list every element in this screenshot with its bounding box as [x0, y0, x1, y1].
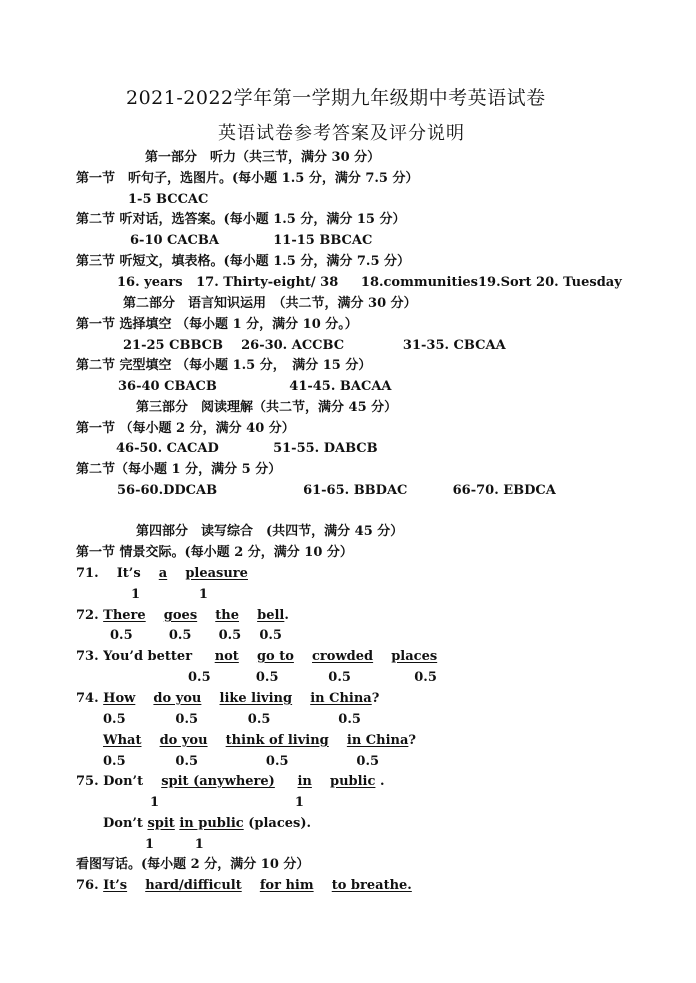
answer-text: 第二节 完型填空 （每小题 1.5 分， 满分 15 分）	[76, 358, 372, 373]
underlined-answer: do you	[153, 691, 202, 706]
answer-line	[76, 462, 281, 478]
answer-line	[118, 379, 392, 395]
answer-text: ?	[371, 691, 380, 706]
answer-line	[76, 649, 437, 665]
answer-line	[76, 421, 295, 437]
answer-text: 56-60.DDCAB 61-65. BBDAC 66-70. EBDCA	[117, 483, 556, 498]
answer-text: 第二部分 语言知识运用 （共二节，满分 30 分）	[123, 296, 417, 311]
answer-text: Don’t	[103, 816, 148, 831]
answer-line	[76, 857, 309, 873]
answer-line	[76, 878, 412, 894]
answer-text: 36-40 CBACB 41-45. BACAA	[118, 379, 392, 394]
answer-text: 第一部分 听力（共三节，满分 30 分）	[145, 150, 381, 165]
answer-text: 75. Don’t	[76, 774, 162, 789]
underlined-answer: bell	[257, 608, 285, 623]
underlined-answer: like living	[219, 691, 293, 706]
answer-text: 第一节 听句子，选图片。(每小题 1.5 分，满分 7.5 分）	[76, 171, 419, 186]
answer-line	[76, 566, 248, 582]
underlined-answer: places	[391, 649, 438, 664]
underlined-answer: There	[103, 608, 146, 623]
answer-text: (places).	[243, 816, 311, 831]
underlined-answer: spit	[147, 816, 175, 831]
answer-line	[76, 608, 289, 624]
answer-text	[373, 649, 391, 664]
answer-text	[239, 608, 257, 623]
answer-text	[314, 878, 332, 893]
answer-text: 72.	[76, 608, 104, 623]
answer-line	[117, 483, 556, 499]
answer-text	[141, 733, 159, 748]
answer-text: 第三部分 阅读理解（共二节，满分 45 分）	[136, 400, 398, 415]
answer-text: 0.5 0.5 0.5 0.5	[110, 628, 282, 643]
answer-line	[76, 171, 419, 187]
answer-line	[128, 192, 208, 208]
underlined-answer: public	[329, 774, 376, 789]
answer-line	[76, 212, 406, 228]
answer-line	[117, 275, 622, 291]
answer-line	[76, 774, 384, 790]
answer-text: 6-10 CACBA 11-15 BBCAC	[130, 233, 373, 248]
answer-text	[329, 733, 347, 748]
answer-text: 第一节 （每小题 2 分，满分 40 分）	[76, 421, 295, 436]
answer-text	[275, 774, 298, 789]
answer-text	[127, 878, 145, 893]
underlined-answer: do you	[159, 733, 208, 748]
answer-text	[208, 733, 226, 748]
answer-text	[294, 649, 312, 664]
underlined-answer: not	[214, 649, 239, 664]
underlined-answer: pleasure	[185, 566, 248, 581]
answer-line	[76, 317, 358, 333]
underlined-answer: think of living	[225, 733, 329, 748]
underlined-answer: How	[103, 691, 136, 706]
answer-line	[116, 441, 378, 457]
underlined-answer: for him	[259, 878, 314, 893]
answer-text: 21-25 CBBCB 26-30. ACCBC 31-35. CBCAA	[123, 338, 506, 353]
answer-line	[76, 254, 410, 270]
underlined-answer: goes	[163, 608, 198, 623]
answer-text: .	[375, 774, 385, 789]
answer-text	[146, 608, 164, 623]
answer-line	[136, 524, 403, 540]
answer-text: 看图写话。(每小题 2 分，满分 10 分）	[76, 857, 310, 872]
answer-text: 16. years 17. Thirty-eight/ 38 18.communities19.Sort 20. Tuesday	[117, 275, 622, 290]
answer-text: 第二节 听对话，选答案。(每小题 1.5 分，满分 15 分）	[76, 212, 406, 227]
answer-line	[130, 233, 372, 249]
answer-line	[131, 587, 208, 603]
answer-line	[103, 754, 379, 770]
underlined-answer: the	[215, 608, 239, 623]
answer-line	[103, 733, 416, 749]
answer-text: 1 1	[150, 795, 304, 810]
document-title: 2021-2022学年第一学期九年级期中考英语试卷	[126, 87, 546, 109]
answer-line	[76, 691, 379, 707]
answer-line	[76, 545, 353, 561]
underlined-answer: to breathe.	[331, 878, 412, 893]
answer-line	[103, 712, 361, 728]
answer-text: 1-5 BCCAC	[128, 192, 209, 207]
answer-line	[76, 358, 371, 374]
underlined-answer: a	[158, 566, 168, 581]
answer-text	[135, 691, 153, 706]
underlined-answer: What	[103, 733, 142, 748]
answer-text: 第一节 情景交际。(每小题 2 分，满分 10 分）	[76, 545, 353, 560]
answer-text: 第三节 听短文，填表格。(每小题 1.5 分，满分 7.5 分）	[76, 254, 411, 269]
underlined-answer: in	[297, 774, 312, 789]
answer-text: 71. It’s	[76, 566, 159, 581]
answer-text	[292, 691, 310, 706]
answer-text: 1 1	[145, 837, 204, 852]
answer-line	[188, 670, 437, 686]
answer-text: 73. You’d better	[76, 649, 215, 664]
answer-line	[145, 150, 380, 166]
answer-text	[312, 774, 330, 789]
answer-line	[110, 628, 282, 644]
answer-line	[103, 816, 311, 832]
underlined-answer: hard/difficult	[145, 878, 242, 893]
answer-line	[123, 296, 417, 312]
answer-text	[239, 649, 257, 664]
underlined-answer: spit (anywhere)	[161, 774, 275, 789]
answer-text: 第四部分 读写综合 (共四节，满分 45 分）	[136, 524, 404, 539]
answer-text: .	[284, 608, 289, 623]
answer-text	[197, 608, 215, 623]
underlined-answer: in public	[179, 816, 244, 831]
answer-line	[123, 338, 506, 354]
answer-text: 76.	[76, 878, 104, 893]
answer-text: 74.	[76, 691, 104, 706]
underlined-answer: It’s	[103, 878, 128, 893]
answer-line	[145, 837, 204, 853]
underlined-answer: go to	[256, 649, 294, 664]
answer-text: 46-50. CACAD 51-55. DABCB	[116, 441, 378, 456]
answer-text: 0.5 0.5 0.5 0.5	[188, 670, 437, 685]
answer-text: 0.5 0.5 0.5 0.5	[103, 754, 380, 769]
answer-line	[136, 400, 397, 416]
answer-text	[167, 566, 185, 581]
answer-text: 第一节 选择填空 （每小题 1 分，满分 10 分。）	[76, 317, 358, 332]
answer-text: ?	[408, 733, 417, 748]
answer-text: 第二节（每小题 1 分，满分 5 分）	[76, 462, 282, 477]
document-subtitle: 英语试卷参考答案及评分说明	[218, 123, 465, 144]
underlined-answer: in China	[310, 691, 372, 706]
underlined-answer: in China	[346, 733, 409, 748]
answer-text: 0.5 0.5 0.5 0.5	[103, 712, 361, 727]
answer-line	[150, 795, 304, 811]
answer-text	[201, 691, 219, 706]
underlined-answer: crowded	[312, 649, 374, 664]
answer-text	[242, 878, 260, 893]
answer-text: 1 1	[131, 587, 208, 602]
